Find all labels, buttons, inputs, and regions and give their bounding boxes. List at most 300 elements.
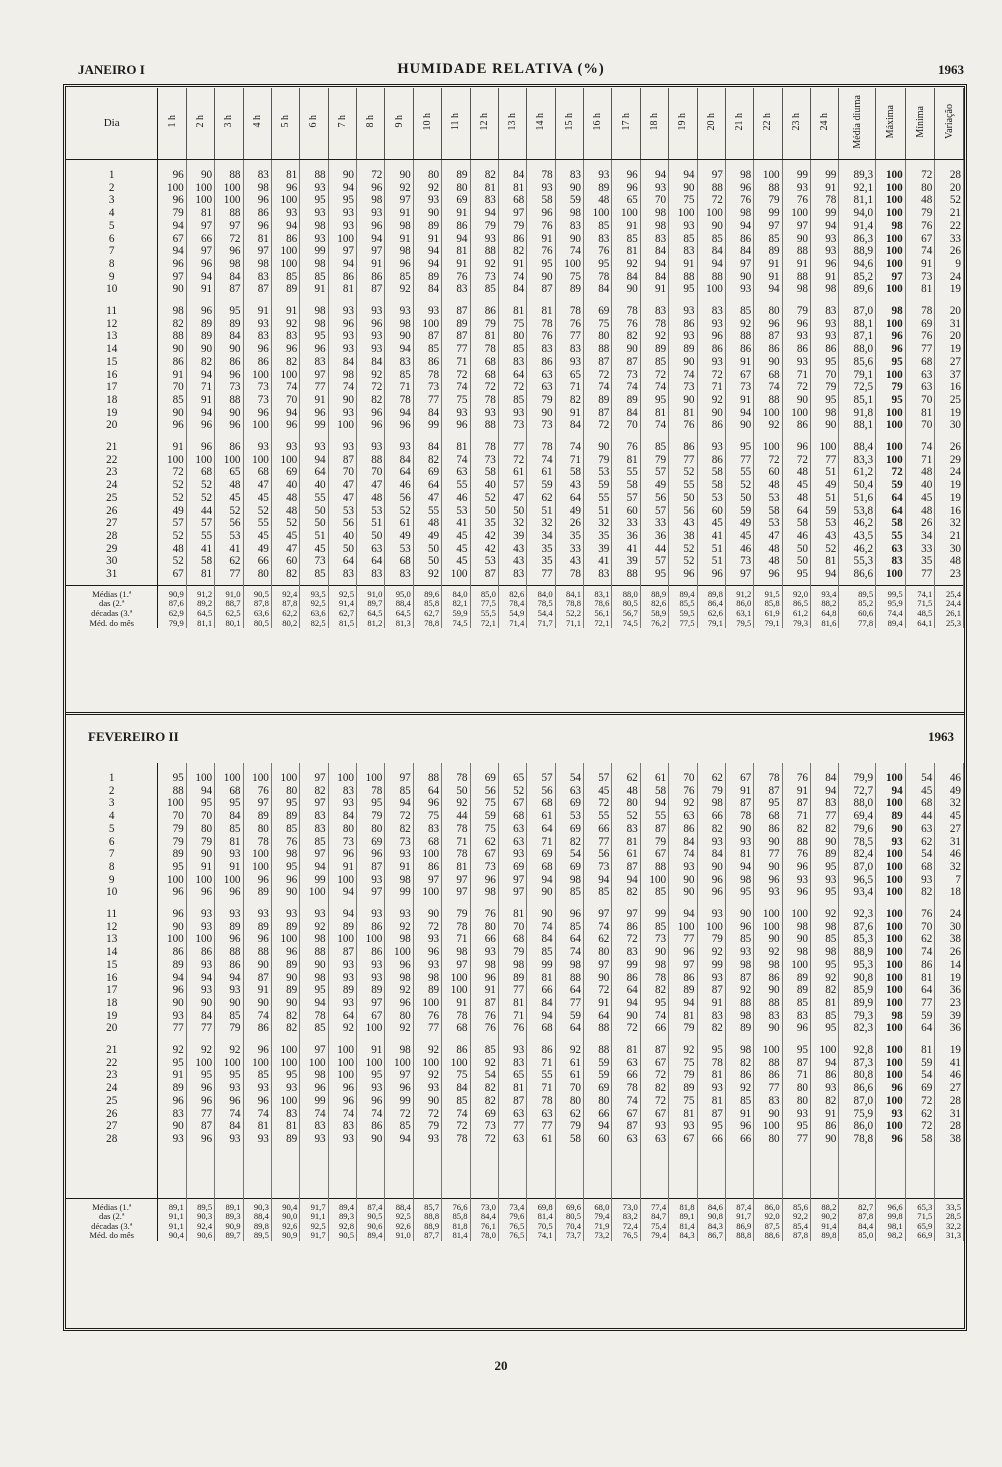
value-cell: 100 [328,933,356,946]
value-cell: 82 [271,568,299,581]
table-row [66,785,964,798]
value-cell: 46 [935,772,964,785]
value-cell: 95 [876,356,906,369]
value-cell: 61 [527,466,555,479]
value-cell: 16 [935,381,964,394]
value-cell: 90 [158,1120,186,1133]
page-number: 20 [494,1358,508,1373]
value-cell: 99 [385,1095,413,1108]
value-cell: 100 [876,972,906,985]
value-cell: 85 [527,946,555,959]
value-cell: 95 [754,797,782,810]
value-cell: 77 [498,984,526,997]
spacer-cell [811,432,839,441]
value-cell: 99 [811,169,839,182]
spacer-cell [300,1146,328,1199]
value-cell: 96 [243,407,271,420]
value-cell: 58 [555,1133,583,1146]
column-header-label: 3 h [223,115,235,128]
value-cell: 96 [697,330,725,343]
value-cell: 97 [612,908,640,921]
value-cell: 73 [470,271,498,284]
value-cell: 95 [158,861,186,874]
value-cell: 70 [357,466,385,479]
value-cell: 50,4 [839,479,876,492]
value-cell: 94 [527,1010,555,1023]
value-cell: 66 [584,1108,612,1121]
average-value: 93,4 [811,585,839,599]
value-cell: 100 [186,194,214,207]
average-value: 90,5 [357,1212,385,1222]
value-cell: 67 [357,1010,385,1023]
value-cell: 86 [811,1120,839,1133]
value-cell: 76 [470,908,498,921]
average-value: 78,5 [527,599,555,609]
value-cell: 76 [612,441,640,454]
value-cell: 82 [697,1022,725,1035]
value-cell: 100 [876,182,906,195]
value-cell: 93,4 [839,886,876,899]
value-cell: 45 [697,517,725,530]
value-cell: 86 [697,454,725,467]
value-cell: 91 [158,1069,186,1082]
value-cell: 48 [215,479,243,492]
value-cell: 36 [935,984,964,997]
average-value: 55,5 [470,609,498,619]
day-cell: 10 [66,283,158,296]
average-value: 90,0 [271,1212,299,1222]
value-cell: 75 [555,271,583,284]
value-cell: 55 [640,810,668,823]
value-cell: 94 [385,343,413,356]
value-cell: 80 [498,330,526,343]
table-row [66,921,964,934]
average-value: 72,4 [612,1222,640,1232]
value-cell: 24 [935,908,964,921]
average-value: 91,5 [754,585,782,599]
value-cell: 96 [300,407,328,420]
value-cell: 77 [186,1108,214,1121]
average-value: 86,9 [725,1222,753,1232]
value-cell: 72 [442,369,470,382]
value-cell: 100 [876,207,906,220]
average-value: 64,8 [811,609,839,619]
value-cell: 64 [612,984,640,997]
table-row [66,543,964,556]
value-cell: 88 [470,245,498,258]
average-value: 70,5 [527,1222,555,1232]
average-value: 91,0 [385,1231,413,1241]
value-cell: 96 [697,568,725,581]
value-cell: 65 [612,194,640,207]
value-cell: 93 [640,1120,668,1133]
value-cell: 55 [876,530,906,543]
value-cell: 79 [555,1120,583,1133]
spacer-cell [413,160,441,170]
value-cell: 36 [640,530,668,543]
value-cell: 83 [811,797,839,810]
value-cell: 67 [470,848,498,861]
value-cell: 94 [584,874,612,887]
average-value: 89,5 [186,1198,214,1212]
value-cell: 53 [754,517,782,530]
value-cell: 66 [725,1133,753,1146]
spacer-cell [669,160,697,170]
value-cell: 35 [905,555,935,568]
value-cell: 83 [328,1120,356,1133]
value-cell: 58 [754,505,782,518]
value-cell: 71 [555,454,583,467]
value-cell: 85 [640,886,668,899]
average-value: 76,5 [498,1222,526,1232]
value-cell: 50 [413,543,441,556]
value-cell: 46 [442,492,470,505]
value-cell: 89 [725,1022,753,1035]
value-cell: 96 [215,933,243,946]
day-cell: 24 [66,479,158,492]
value-cell: 84 [357,356,385,369]
value-cell: 93 [876,836,906,849]
value-cell: 91,8 [839,407,876,420]
value-cell: 100 [328,772,356,785]
value-cell: 88,1 [839,419,876,432]
value-cell: 45 [442,530,470,543]
value-cell: 72 [385,1108,413,1121]
spacer-cell [442,1035,470,1044]
value-cell: 88 [782,271,810,284]
value-cell: 87 [413,330,441,343]
value-cell: 83 [328,785,356,798]
average-value: 79,3 [782,619,810,629]
value-cell: 86 [357,271,385,284]
value-cell: 72 [385,810,413,823]
column-header [498,88,526,160]
average-value: 88,2 [811,599,839,609]
average-value: 63,6 [243,609,271,619]
value-cell: 85 [811,933,839,946]
value-cell: 78 [555,568,583,581]
value-cell: 93 [811,318,839,331]
value-cell: 87 [357,861,385,874]
value-cell: 78 [442,823,470,836]
column-header [905,88,935,160]
value-cell: 91 [612,220,640,233]
value-cell: 93 [328,220,356,233]
value-cell: 82 [811,984,839,997]
value-cell: 96 [470,874,498,887]
value-cell: 74 [905,441,935,454]
value-cell: 68 [385,555,413,568]
value-cell: 79 [640,454,668,467]
value-cell: 77 [413,394,441,407]
value-cell: 93 [186,984,214,997]
value-cell: 96 [300,343,328,356]
value-cell: 68 [442,1022,470,1035]
value-cell: 52 [243,505,271,518]
value-cell: 83 [243,271,271,284]
table-row [66,810,964,823]
value-cell: 92 [669,1044,697,1057]
average-value: 81,8 [442,1222,470,1232]
value-cell: 72 [754,454,782,467]
value-cell: 92 [215,1044,243,1057]
average-value: 92,6 [385,1222,413,1232]
value-cell: 89 [555,283,583,296]
average-value: 90,9 [158,585,186,599]
value-cell: 95 [357,797,385,810]
average-value: 63,1 [725,609,753,619]
column-header [158,88,186,160]
value-cell: 79 [876,381,906,394]
value-cell: 23 [935,997,964,1010]
value-cell: 73 [612,369,640,382]
day-cell: 22 [66,454,158,467]
table-row [66,836,964,849]
table-row [66,861,964,874]
value-cell: 82 [640,984,668,997]
value-cell: 89 [669,1082,697,1095]
value-cell: 72 [442,1120,470,1133]
value-cell: 70 [158,381,186,394]
value-cell: 81 [527,305,555,318]
value-cell: 73 [725,555,753,568]
value-cell: 82 [357,394,385,407]
value-cell: 94 [811,568,839,581]
average-value: 92,5 [385,1212,413,1222]
value-cell: 89 [215,318,243,331]
table-row [66,908,964,921]
value-cell: 100 [782,407,810,420]
value-cell: 97 [300,848,328,861]
value-cell: 96 [385,258,413,271]
value-cell: 96 [271,343,299,356]
value-cell: 100 [754,169,782,182]
day-cell: 11 [66,305,158,318]
value-cell: 98 [470,886,498,899]
value-cell: 91 [186,861,214,874]
value-cell: 60 [612,505,640,518]
day-cell: 6 [66,233,158,246]
value-cell: 49 [243,543,271,556]
value-cell: 99 [385,886,413,899]
average-value: 88,4 [385,1198,413,1212]
value-cell: 87 [754,785,782,798]
value-cell: 88 [584,1044,612,1057]
value-cell: 49 [640,479,668,492]
value-cell: 91 [328,861,356,874]
value-cell: 76 [669,419,697,432]
value-cell: 62 [527,492,555,505]
value-cell: 76 [527,245,555,258]
value-cell: 89 [669,343,697,356]
value-cell: 98 [555,959,583,972]
value-cell: 98 [876,220,906,233]
column-header-label: 24 h [819,112,831,131]
spacer-cell [66,899,158,908]
spacer-cell [876,1035,906,1044]
value-cell: 98 [243,182,271,195]
value-cell: 67 [640,1108,668,1121]
value-cell: 77 [555,330,583,343]
value-cell: 62 [612,772,640,785]
value-cell: 89 [243,921,271,934]
value-cell: 98 [725,207,753,220]
value-cell: 99 [300,874,328,887]
value-cell: 97 [725,258,753,271]
value-cell: 83 [640,233,668,246]
column-header [300,88,328,160]
value-cell: 93 [271,441,299,454]
value-cell: 95 [300,330,328,343]
value-cell: 63 [527,1108,555,1121]
average-value: 90,8 [697,1212,725,1222]
value-cell: 96 [243,343,271,356]
spacer-cell [669,899,697,908]
value-cell: 100 [754,1044,782,1057]
value-cell: 96 [442,419,470,432]
value-cell: 86 [215,441,243,454]
average-value: 69,8 [527,1198,555,1212]
value-cell: 97 [357,997,385,1010]
value-cell: 63 [357,543,385,556]
value-cell: 54 [905,848,935,861]
value-cell: 92,1 [839,182,876,195]
value-cell: 63 [498,1133,526,1146]
value-cell: 44 [640,543,668,556]
value-cell: 95 [640,394,668,407]
value-cell: 86 [357,946,385,959]
value-cell: 85 [215,1010,243,1023]
value-cell: 100 [186,182,214,195]
value-cell: 89 [640,343,668,356]
value-cell: 98 [413,972,441,985]
value-cell: 75 [470,797,498,810]
value-cell: 68 [905,356,935,369]
average-value: 92,2 [782,1212,810,1222]
value-cell: 71 [442,356,470,369]
value-cell: 50 [782,543,810,556]
value-cell: 63 [527,381,555,394]
average-value: 92,5 [300,1222,328,1232]
value-cell: 70 [328,466,356,479]
spacer-cell [215,1035,243,1044]
value-cell: 96 [357,220,385,233]
value-cell: 39 [612,555,640,568]
value-cell: 92 [697,394,725,407]
value-cell: 89 [612,394,640,407]
value-cell: 89 [243,886,271,899]
average-value: 58,9 [640,609,668,619]
table-row [66,356,964,369]
spacer-cell [612,899,640,908]
value-cell: 27 [935,356,964,369]
value-cell: 72 [470,1133,498,1146]
value-cell: 81 [811,555,839,568]
value-cell: 74 [300,1108,328,1121]
average-value: 95,9 [876,599,906,609]
average-value: 62,7 [413,609,441,619]
value-cell: 67 [498,797,526,810]
value-cell: 46 [782,530,810,543]
value-cell: 96 [158,169,186,182]
spacer-cell [640,763,668,772]
value-cell: 59 [811,505,839,518]
value-cell: 76 [243,785,271,798]
value-cell: 64 [905,984,935,997]
value-cell: 81 [527,972,555,985]
value-cell: 60 [754,466,782,479]
average-value: 87,8 [243,599,271,609]
value-cell: 94 [158,972,186,985]
average-value: 81,8 [669,1198,697,1212]
value-cell: 70 [905,394,935,407]
column-header-label: 11 h [450,113,462,131]
value-cell: 93 [357,1082,385,1095]
value-cell: 34 [905,530,935,543]
value-cell: 100 [243,848,271,861]
value-cell: 51 [300,530,328,543]
value-cell: 51 [357,517,385,530]
value-cell: 77 [527,568,555,581]
value-cell: 91 [811,1108,839,1121]
value-cell: 88 [754,1057,782,1070]
value-cell: 26 [935,441,964,454]
table-row [66,933,964,946]
value-cell: 69 [905,318,935,331]
value-cell: 59 [555,194,583,207]
value-cell: 79 [905,207,935,220]
value-cell: 100 [876,369,906,382]
value-cell: 68 [215,785,243,798]
spacer-cell [725,296,753,305]
value-cell: 90 [413,1095,441,1108]
value-cell: 41 [584,555,612,568]
table-row [66,997,964,1010]
value-cell: 90 [158,921,186,934]
spacer-cell [935,1146,964,1199]
value-cell: 100 [876,454,906,467]
value-cell: 85,6 [839,356,876,369]
spacer-cell [300,432,328,441]
value-cell: 89 [669,984,697,997]
value-cell: 100 [243,861,271,874]
value-cell: 92 [413,568,441,581]
value-cell: 80 [584,946,612,959]
value-cell: 94 [357,233,385,246]
value-cell: 48 [584,194,612,207]
table-row [66,1095,964,1108]
column-header-label: 9 h [393,115,405,128]
value-cell: 77 [527,1120,555,1133]
value-cell: 89 [271,959,299,972]
value-cell: 90 [215,343,243,356]
average-value: 33,5 [935,1198,964,1212]
day-cell: 28 [66,1133,158,1146]
column-header-label: 21 h [734,112,746,131]
spacer-cell [876,160,906,170]
value-cell: 93 [470,233,498,246]
value-cell: 48 [271,505,299,518]
value-cell: 100 [158,874,186,887]
value-cell: 75 [442,1069,470,1082]
value-cell: 85 [385,369,413,382]
average-value: 73,2 [584,1231,612,1241]
value-cell: 95 [584,258,612,271]
value-cell: 93 [782,182,810,195]
value-cell: 72 [584,369,612,382]
day-cell: 18 [66,997,158,1010]
value-cell: 91 [385,233,413,246]
